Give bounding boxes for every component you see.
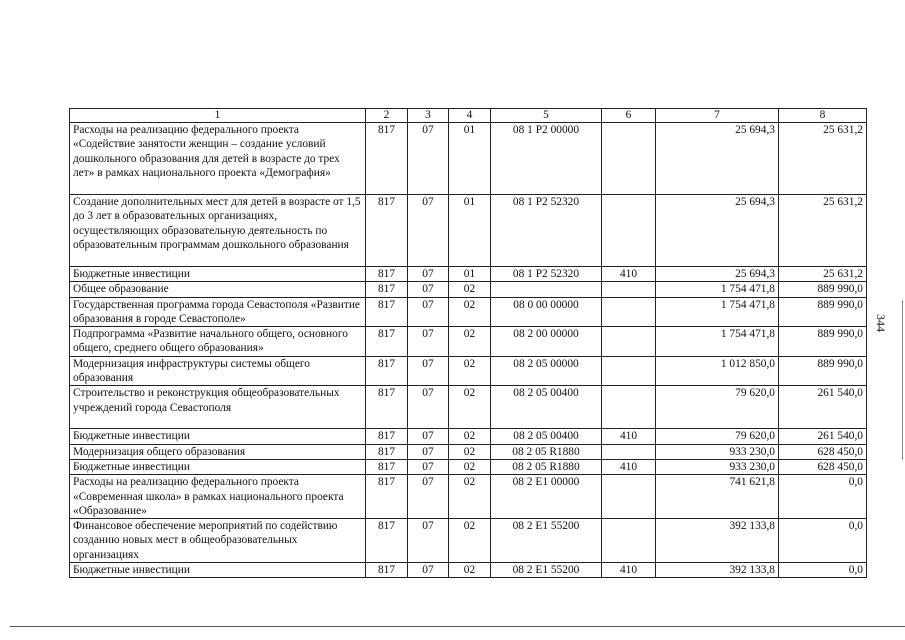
cell-vr — [602, 297, 656, 327]
cell-csr: 08 1 Р2 00000 — [491, 123, 602, 195]
cell-ved: 817 — [366, 195, 408, 267]
cell-csr: 08 2 05 R1880 — [491, 459, 602, 474]
table-row — [70, 475, 867, 519]
cell-sum-2: 0,0 — [779, 519, 867, 563]
table-row — [70, 459, 867, 474]
cell-name: Общее образование — [70, 282, 366, 297]
cell-pr: 02 — [449, 282, 491, 297]
cell-name: Расходы на реализацию федерального проекта «Современная школа» в рамках национального проекта «Образование» — [70, 475, 366, 519]
header-col-sum1: 7 — [656, 109, 779, 123]
cell-sum-1: 1 754 471,8 — [656, 297, 779, 327]
cell-sum-2: 889 990,0 — [779, 282, 867, 297]
header-col-name: 1 — [70, 109, 366, 123]
cell-sum-2: 889 990,0 — [779, 356, 867, 386]
cell-name: Подпрограмма «Развитие начального общего, основного общего, среднего общего образования» — [70, 327, 366, 357]
cell-rz: 07 — [408, 123, 449, 195]
cell-vr — [602, 386, 656, 429]
table-row — [70, 123, 867, 195]
cell-ved: 817 — [366, 475, 408, 519]
cell-sum-2: 889 990,0 — [779, 297, 867, 327]
cell-ved: 817 — [366, 429, 408, 444]
cell-sum-1: 79 620,0 — [656, 429, 779, 444]
cell-rz: 07 — [408, 297, 449, 327]
table-row — [70, 386, 867, 429]
header-col-sum2: 8 — [779, 109, 867, 123]
cell-rz: 07 — [408, 195, 449, 267]
header-col-csr: 5 — [491, 109, 602, 123]
cell-pr: 02 — [449, 356, 491, 386]
cell-vr — [602, 356, 656, 386]
cell-csr: 08 1 Р2 52320 — [491, 195, 602, 267]
cell-name: Бюджетные инвестиции — [70, 429, 366, 444]
table-row — [70, 356, 867, 386]
cell-sum-1: 1 754 471,8 — [656, 282, 779, 297]
cell-rz: 07 — [408, 519, 449, 563]
cell-sum-2: 628 450,0 — [779, 444, 867, 459]
cell-csr: 08 2 E1 00000 — [491, 475, 602, 519]
cell-name: Расходы на реализацию федерального проекта «Содействие занятости женщин – создание условий дошкольного образования для детей в возрасте до трех лет» в рамках национального проекта «Демография» — [70, 123, 366, 195]
cell-csr: 08 2 E1 55200 — [491, 519, 602, 563]
cell-sum-2: 25 631,2 — [779, 123, 867, 195]
table-body — [70, 123, 867, 578]
cell-vr: 410 — [602, 563, 656, 578]
cell-name: Модернизация общего образования — [70, 444, 366, 459]
cell-sum-1: 1 754 471,8 — [656, 327, 779, 357]
cell-vr — [602, 195, 656, 267]
cell-sum-2: 628 450,0 — [779, 459, 867, 474]
cell-ved: 817 — [366, 459, 408, 474]
cell-pr: 02 — [449, 563, 491, 578]
page-number: 344 — [874, 314, 888, 332]
cell-ved: 817 — [366, 519, 408, 563]
header-col-ved: 2 — [366, 109, 408, 123]
cell-rz: 07 — [408, 563, 449, 578]
cell-csr: 08 2 05 00400 — [491, 429, 602, 444]
cell-rz: 07 — [408, 356, 449, 386]
cell-vr — [602, 282, 656, 297]
header-col-pr: 4 — [449, 109, 491, 123]
cell-sum-2: 261 540,0 — [779, 429, 867, 444]
cell-name: Модернизация инфраструктуры системы общего образования — [70, 356, 366, 386]
cell-csr: 08 1 Р2 52320 — [491, 267, 602, 282]
table-row — [70, 327, 867, 357]
table-row — [70, 267, 867, 282]
cell-vr — [602, 519, 656, 563]
cell-vr — [602, 475, 656, 519]
cell-pr: 01 — [449, 123, 491, 195]
cell-ved: 817 — [366, 386, 408, 429]
cell-name: Бюджетные инвестиции — [70, 459, 366, 474]
page-right-edge — [902, 300, 903, 460]
cell-sum-1: 25 694,3 — [656, 267, 779, 282]
cell-ved: 817 — [366, 356, 408, 386]
cell-csr: 08 2 E1 55200 — [491, 563, 602, 578]
cell-csr — [491, 282, 602, 297]
cell-rz: 07 — [408, 475, 449, 519]
page-bottom-edge — [10, 626, 905, 627]
header-col-rz: 3 — [408, 109, 449, 123]
table-row — [70, 282, 867, 297]
cell-sum-2: 0,0 — [779, 563, 867, 578]
cell-sum-2: 25 631,2 — [779, 267, 867, 282]
cell-rz: 07 — [408, 386, 449, 429]
cell-name: Государственная программа города Севастополя «Развитие образования в городе Севастополе» — [70, 297, 366, 327]
cell-pr: 02 — [449, 444, 491, 459]
cell-sum-1: 933 230,0 — [656, 444, 779, 459]
cell-vr — [602, 327, 656, 357]
cell-name: Бюджетные инвестиции — [70, 563, 366, 578]
table-row — [70, 195, 867, 267]
cell-rz: 07 — [408, 282, 449, 297]
table-row — [70, 444, 867, 459]
cell-csr: 08 2 05 00000 — [491, 356, 602, 386]
cell-vr: 410 — [602, 267, 656, 282]
cell-pr: 01 — [449, 267, 491, 282]
cell-sum-1: 392 133,8 — [656, 563, 779, 578]
cell-ved: 817 — [366, 123, 408, 195]
cell-pr: 02 — [449, 429, 491, 444]
cell-csr: 08 0 00 00000 — [491, 297, 602, 327]
cell-csr: 08 2 00 00000 — [491, 327, 602, 357]
cell-rz: 07 — [408, 267, 449, 282]
cell-sum-2: 889 990,0 — [779, 327, 867, 357]
cell-name: Финансовое обеспечение мероприятий по содействию созданию новых мест в общеобразовательных организациях — [70, 519, 366, 563]
cell-ved: 817 — [366, 444, 408, 459]
table-row — [70, 429, 867, 444]
cell-sum-1: 25 694,3 — [656, 123, 779, 195]
cell-sum-1: 1 012 850,0 — [656, 356, 779, 386]
cell-sum-1: 933 230,0 — [656, 459, 779, 474]
cell-csr: 08 2 05 R1880 — [491, 444, 602, 459]
cell-name: Строительство и реконструкция общеобразовательных учреждений города Севастополя — [70, 386, 366, 429]
cell-pr: 02 — [449, 386, 491, 429]
cell-rz: 07 — [408, 429, 449, 444]
cell-rz: 07 — [408, 459, 449, 474]
cell-vr: 410 — [602, 429, 656, 444]
cell-ved: 817 — [366, 282, 408, 297]
table-header-row — [70, 109, 867, 123]
cell-sum-2: 25 631,2 — [779, 195, 867, 267]
cell-sum-2: 0,0 — [779, 475, 867, 519]
cell-name: Бюджетные инвестиции — [70, 267, 366, 282]
cell-ved: 817 — [366, 327, 408, 357]
header-col-vr: 6 — [602, 109, 656, 123]
cell-sum-1: 392 133,8 — [656, 519, 779, 563]
cell-vr — [602, 123, 656, 195]
cell-name: Создание дополнительных мест для детей в возрасте от 1,5 до 3 лет в образовательных организациях, осуществляющих образовательную деятельность по образовательным программам дошкольного образования — [70, 195, 366, 267]
cell-ved: 817 — [366, 563, 408, 578]
cell-sum-1: 741 621,8 — [656, 475, 779, 519]
cell-ved: 817 — [366, 267, 408, 282]
table-row — [70, 519, 867, 563]
cell-vr — [602, 444, 656, 459]
cell-pr: 02 — [449, 327, 491, 357]
cell-pr: 02 — [449, 459, 491, 474]
cell-rz: 07 — [408, 327, 449, 357]
cell-sum-1: 25 694,3 — [656, 195, 779, 267]
cell-pr: 02 — [449, 475, 491, 519]
table-row — [70, 297, 867, 327]
cell-sum-2: 261 540,0 — [779, 386, 867, 429]
table-row — [70, 563, 867, 578]
cell-rz: 07 — [408, 444, 449, 459]
cell-pr: 02 — [449, 297, 491, 327]
budget-table — [69, 108, 867, 578]
cell-csr: 08 2 05 00400 — [491, 386, 602, 429]
cell-pr: 01 — [449, 195, 491, 267]
cell-pr: 02 — [449, 519, 491, 563]
cell-ved: 817 — [366, 297, 408, 327]
cell-sum-1: 79 620,0 — [656, 386, 779, 429]
cell-vr: 410 — [602, 459, 656, 474]
